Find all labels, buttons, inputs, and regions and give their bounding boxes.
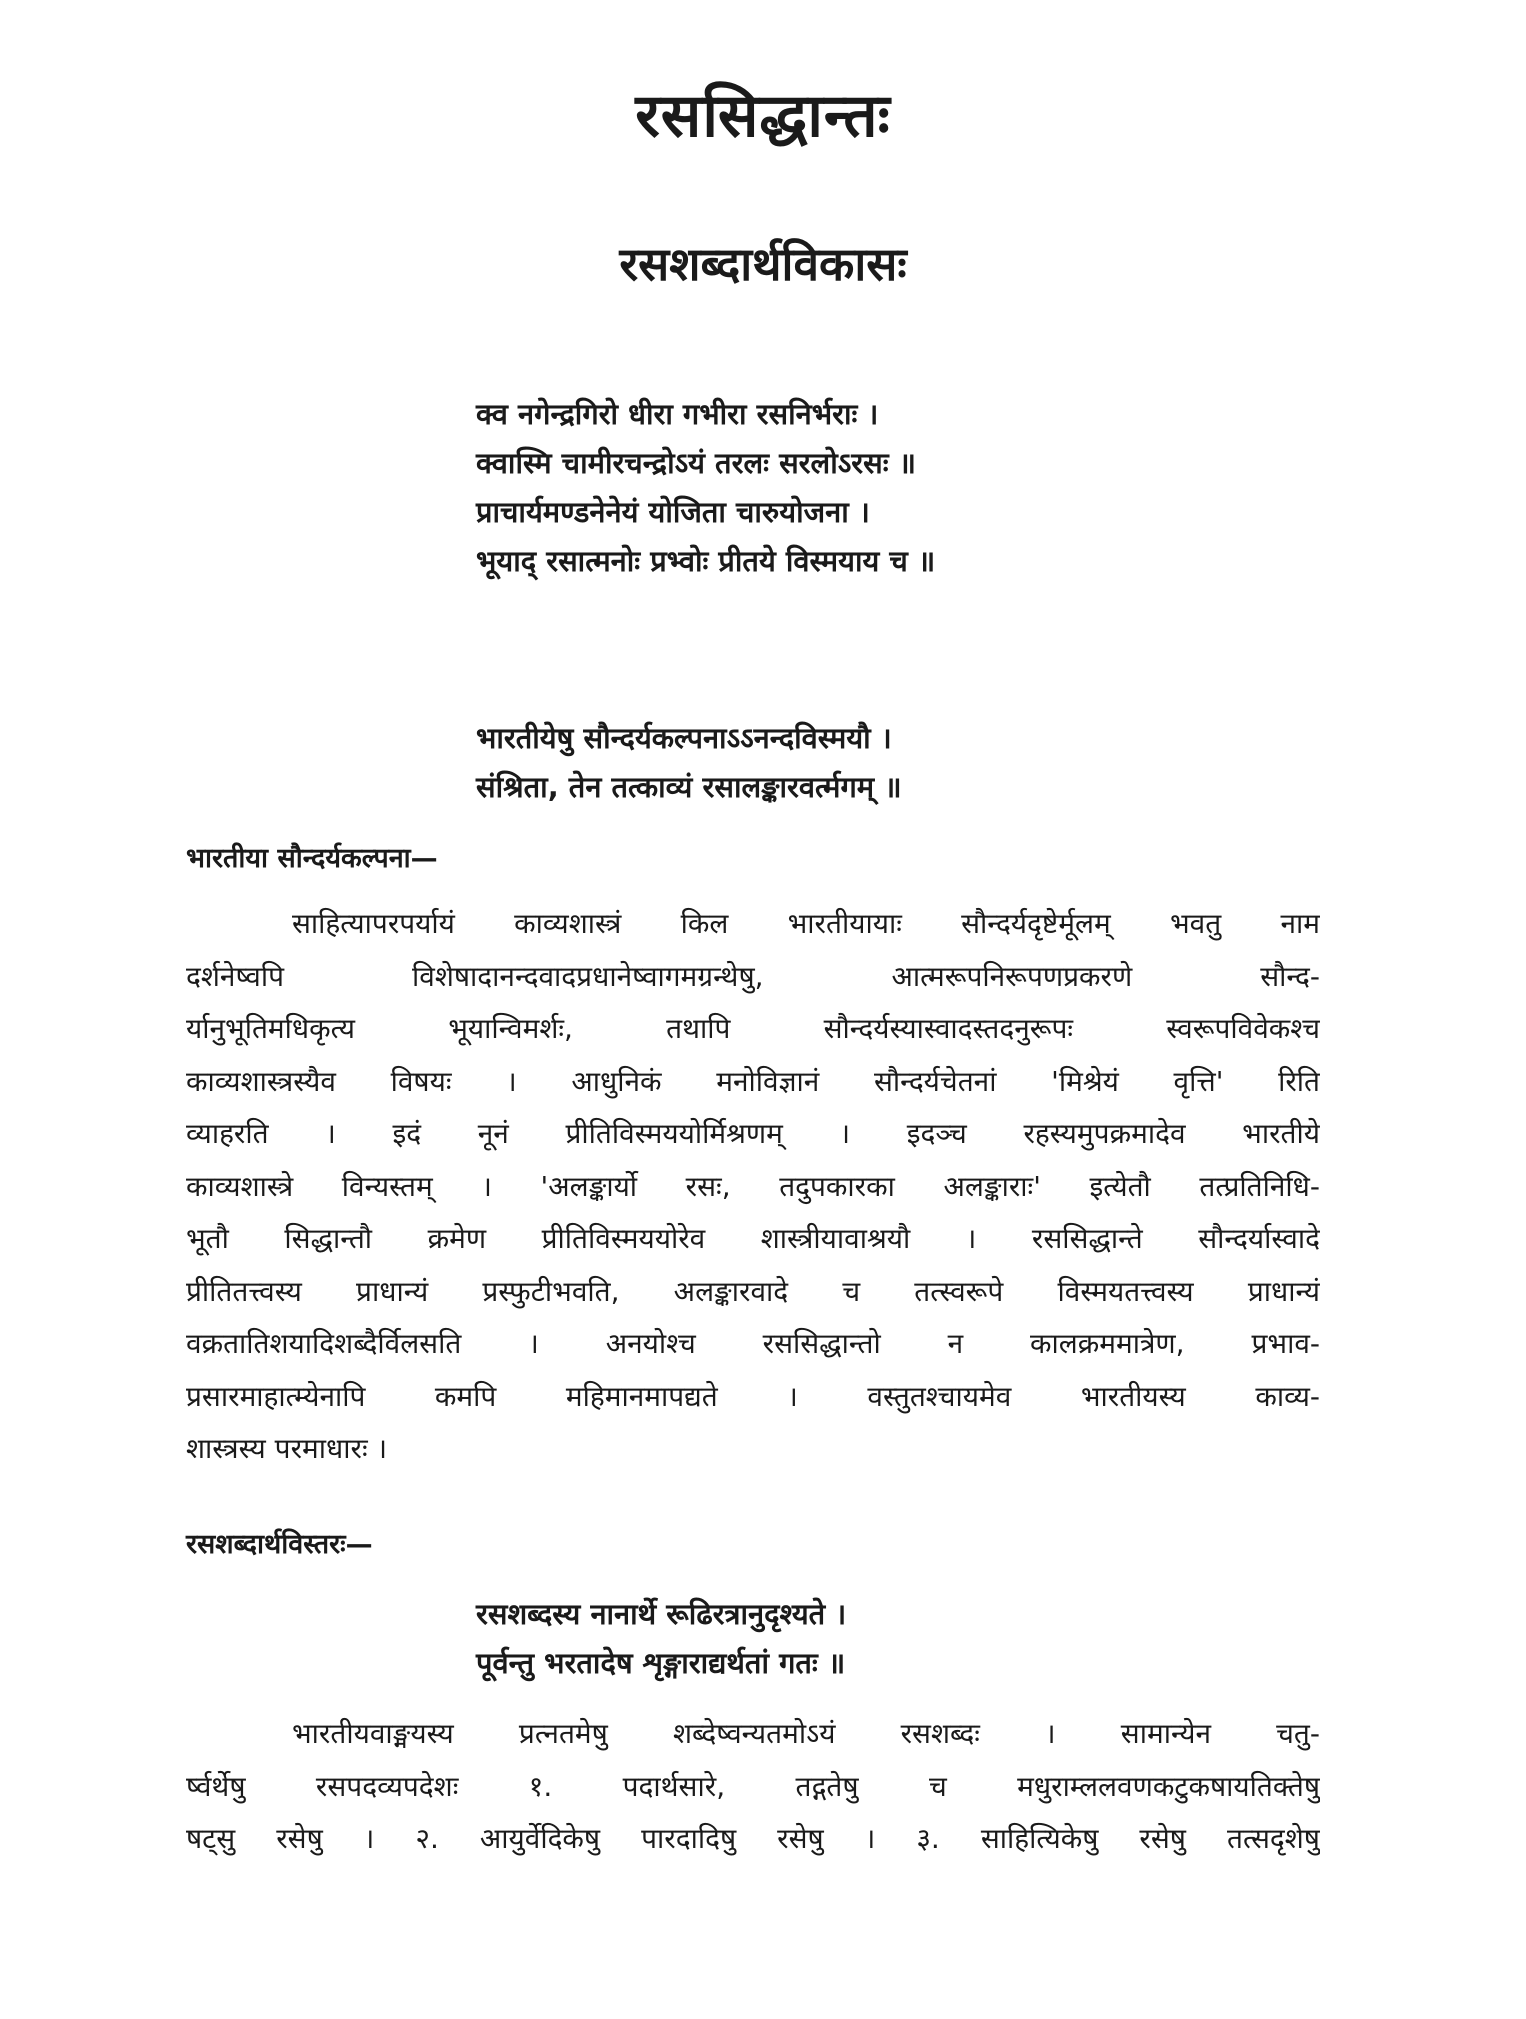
paragraph-line: प्रसारमाहात्म्येनापि कमपि महिमानमापद्यते । वस्तुतश्चायमेव भारतीयस्य काव्य-: [186, 1379, 1320, 1413]
paragraph-line: काव्यशास्त्रस्यैव विषयः । आधुनिकं मनोविज्ञानं सौन्दर्यचेतनां 'मिश्रेयं वृत्ति' रिति: [186, 1064, 1320, 1098]
verse-line: क्व नगेन्द्रगिरो धीरा गभीरा रसनिर्भराः ।: [476, 397, 879, 431]
paragraph-rasa-word: [186, 1708, 1320, 1866]
verse-line: रसशब्दस्य नानार्थे रूढिरत्रानुदृश्यते ।: [476, 1597, 847, 1631]
paragraph-line: साहित्यापरपर्यायं काव्यशास्त्रं किल भारतीयायाः सौन्दर्यदृष्टेर्मूलम् भवतु नाम: [292, 907, 1320, 940]
opening-verse: [476, 390, 935, 586]
verse-line: भारतीयेषु सौन्दर्यकल्पनाऽऽनन्दविस्मयौ ।: [476, 721, 892, 755]
third-verse: [476, 1590, 846, 1688]
paragraph-line: व्याहरति । इदं नूनं प्रीतिविस्मययोर्मिश्रणम् । इदञ्च रहस्यमुपक्रमादेव भारतीये: [186, 1117, 1320, 1150]
paragraph-line: षट्सु रसेषु । २. आयुर्वेदिकेषु पारदादिषु रसेषु । ३. साहित्यिकेषु रसेषु तत्सदृशेषु: [186, 1822, 1320, 1855]
verse-line: पूर्वन्तु भरतादेष शृङ्गाराद्यर्थतां गतः ॥: [476, 1646, 846, 1680]
subsection-heading-rasa-meaning: रसशब्दार्थविस्तरः—: [186, 1529, 373, 1560]
paragraph-line: प्रीतितत्त्वस्य प्राधान्यं प्रस्फुटीभवति, अलङ्कारवादे च तत्स्वरूपे विस्मयतत्त्वस्य प्राधान्यं: [186, 1274, 1320, 1308]
subsection-heading-aesthetics: भारतीया सौन्दर्यकल्पना—: [186, 843, 438, 874]
page-title: रससिद्धान्तः: [635, 81, 891, 151]
verse-line: भूयाद् रसात्मनोः प्रभ्वोः प्रीतये विस्मयाय च ॥: [476, 544, 936, 578]
paragraph-line: वक्रतातिशयादिशब्दैर्विलसति । अनयोश्च रससिद्धान्तो न कालक्रममात्रेण, प्रभाव-: [186, 1327, 1320, 1360]
paragraph-line: भूतौ सिद्धान्तौ क्रमेण प्रीतिविस्मययोरेव शास्त्रीयावाश्रयौ । रससिद्धान्ते सौन्दर्यास्वादे: [186, 1222, 1320, 1255]
paragraph-aesthetics: [186, 898, 1320, 1476]
paragraph-line: र्ष्वर्थेषु रसपदव्यपदेशः १. पदार्थसारे, तद्गतेषु च मधुराम्ललवणकटुकषायतिक्तेषु: [186, 1769, 1320, 1803]
paragraph-line: काव्यशास्त्रे विन्यस्तम् । 'अलङ्कार्यो रसः, तदुपकारका अलङ्काराः' इत्येतौ तत्प्रतिनिधि-: [186, 1169, 1320, 1203]
verse-line: क्वास्मि चामीरचन्द्रोऽयं तरलः सरलोऽरसः ॥: [476, 446, 917, 480]
verse-line: संश्रिता, तेन तत्काव्यं रसालङ्कारवर्त्मगम् ॥: [476, 770, 902, 804]
paragraph-line: र्यानुभूतिमधिकृत्य भूयान्विमर्शः, तथापि सौन्दर्यस्यास्वादस्तदनुरूपः स्वरूपविवेकश्च: [186, 1012, 1320, 1045]
second-verse: [476, 714, 902, 812]
paragraph-line: भारतीयवाङ्मयस्य प्रत्नतमेषु शब्देष्वन्यतमोऽयं रसशब्दः । सामान्येन चतु-: [292, 1717, 1320, 1750]
paragraph-line: दर्शनेष्वपि विशेषादानन्दवादप्रधानेष्वागमग्रन्थेषु, आत्मरूपनिरूपणप्रकरणे सौन्द-: [186, 959, 1320, 993]
paragraph-line: शास्त्रस्य परमाधारः ।: [186, 1432, 388, 1465]
section-title: रसशब्दार्थविकासः: [619, 237, 907, 291]
verse-line: प्राचार्यमण्डनेनेयं योजिता चारुयोजना ।: [476, 495, 870, 529]
